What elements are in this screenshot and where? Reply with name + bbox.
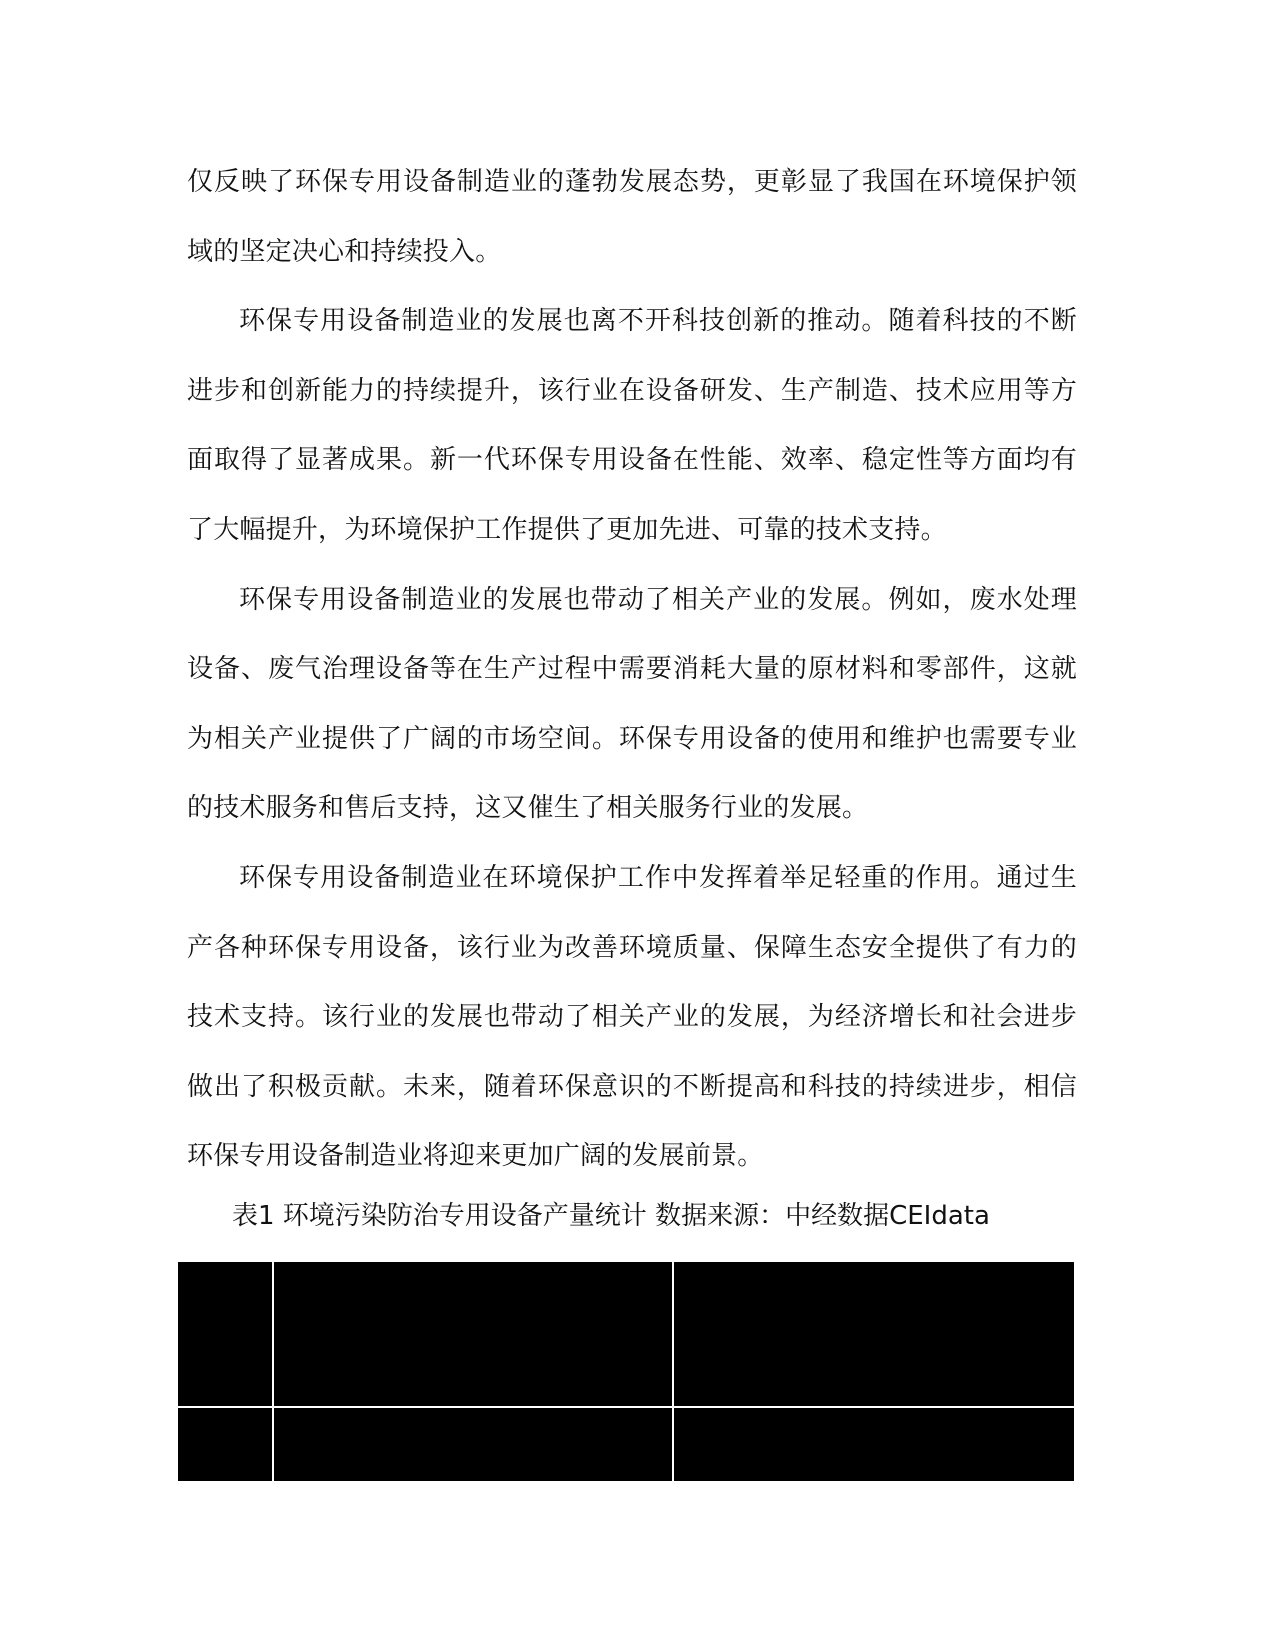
table-cell: [273, 1261, 673, 1407]
table-cell: [177, 1407, 273, 1482]
table-cell: [673, 1261, 1075, 1407]
table-cell: [177, 1261, 273, 1407]
table-row: [177, 1261, 1075, 1407]
paragraph-2: 环保专用设备制造业的发展也离不开科技创新的推动。随着科技的不断进步和创新能力的持续提升，该行业在设备研发、生产制造、技术应用等方面取得了显著成果。新一代环保专用设备在性能、效率、稳定性等方面均有了大幅提升，为环境保护工作提供了更加先进、可靠的技术支持。: [187, 306, 1077, 545]
table-caption: 表1 环境污染防治专用设备产量统计 数据来源：中经数据CEIdata: [232, 1201, 990, 1231]
paragraph-4: 环保专用设备制造业在环境保护工作中发挥着举足轻重的作用。通过生产各种环保专用设备，该行业为改善环境质量、保障生态安全提供了有力的技术支持。该行业的发展也带动了相关产业的发展，为经济增长和社会进步做出了积极贡献。未来，随着环保意识的不断提高和科技的持续进步，相信环保专用设备制造业将迎来更加广阔的发展前景。: [187, 862, 1077, 1172]
table-row: [177, 1407, 1075, 1482]
table-cell: [673, 1407, 1075, 1482]
paragraph-1: 仅反映了环保专用设备制造业的蓬勃发展态势，更彰显了我国在环境保护领域的坚定决心和持续投入。: [187, 167, 1077, 267]
body-text: [187, 148, 1077, 1192]
table-cell: [273, 1407, 673, 1482]
data-table: [176, 1260, 1076, 1483]
paragraph-3: 环保专用设备制造业的发展也带动了相关产业的发展。例如，废水处理设备、废气治理设备等在生产过程中需要消耗大量的原材料和零部件，这就为相关产业提供了广阔的市场空间。环保专用设备的使用和维护也需要专业的技术服务和售后支持，这又催生了相关服务行业的发展。: [187, 584, 1077, 824]
